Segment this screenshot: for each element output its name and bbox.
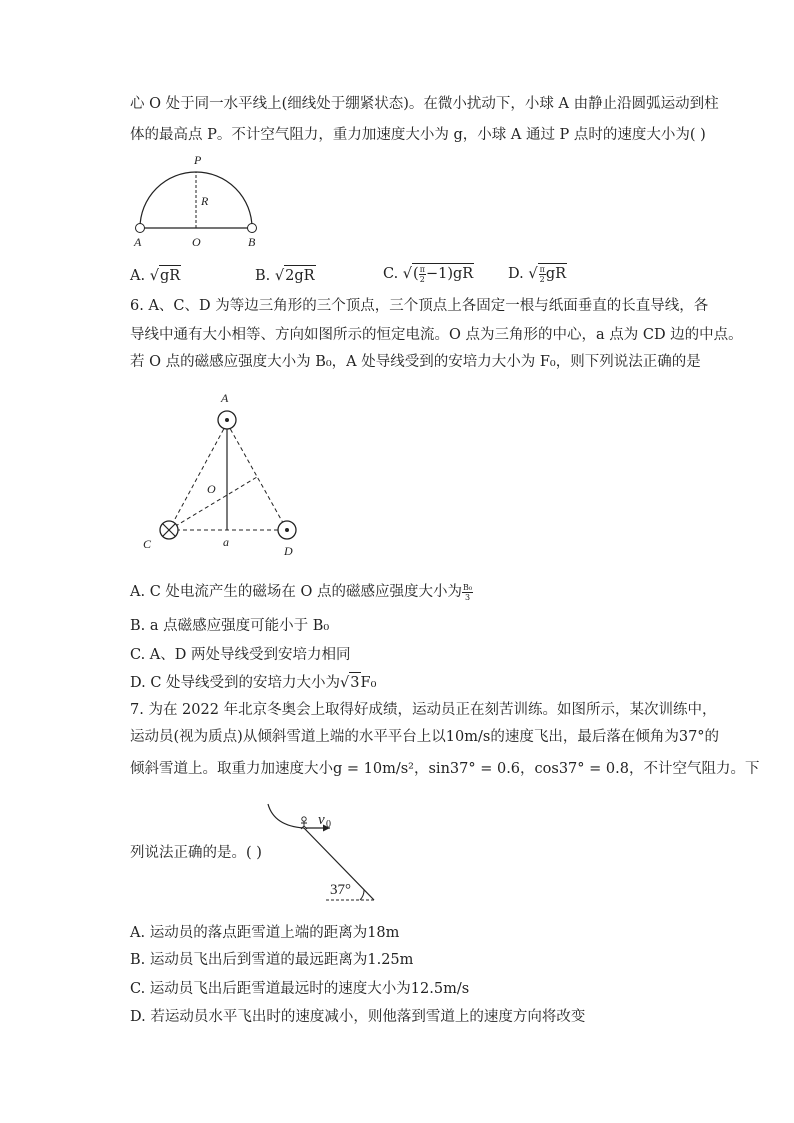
label-o: O bbox=[207, 482, 216, 496]
label-a-mid: a bbox=[223, 535, 229, 549]
label-c: C bbox=[143, 537, 152, 551]
label-d: D bbox=[284, 544, 293, 558]
q5-semicircle-figure bbox=[128, 150, 268, 255]
q7-stem-line-2: 运动员(视为质点)从倾斜雪道上端的水平平台上以10m/s的速度飞出，最后落在倾角为37°的 bbox=[130, 729, 720, 745]
q6-option-b[interactable]: B. a 点磁感应强度可能小于 B₀ bbox=[130, 618, 330, 634]
label-p: P bbox=[194, 153, 202, 167]
label-b: B bbox=[248, 235, 256, 249]
edge-ad bbox=[227, 423, 287, 530]
point-b-marker bbox=[248, 224, 257, 233]
q6-stem-line-2: 导线中通有大小相等、方向如图所示的恒定电流。O 点为三角形的中心，a 点为 CD 边的中点。 bbox=[130, 327, 743, 343]
label-o: O bbox=[192, 235, 201, 249]
q7-option-c[interactable]: C. 运动员飞出后距雪道最远时的速度大小为12.5m/s bbox=[130, 981, 470, 997]
q5-option-b[interactable]: B. √2gR bbox=[255, 265, 316, 286]
ball-a bbox=[136, 224, 145, 233]
q5-stem-line-1: 心 O 处于同一水平线上(细线处于绷紧状态)。在微小扰动下，小球 A 由静止沿圆弧运动到柱 bbox=[130, 96, 719, 112]
label-a: A bbox=[134, 235, 142, 249]
label-a: A bbox=[221, 391, 229, 405]
q7-ski-slope-figure bbox=[260, 800, 390, 905]
q7-option-a[interactable]: A. 运动员的落点距雪道上端的距离为18m bbox=[130, 925, 400, 941]
q6-stem-line-1: 6. A、C、D 为等边三角形的三个顶点，三个顶点上各固定一根与纸面垂直的长直导线，各 bbox=[130, 298, 709, 314]
q7-stem-line-4: 列说法正确的是。( ) bbox=[130, 845, 262, 861]
q7-stem-line-3: 倾斜雪道上。取重力加速度大小g = 10m/s²，sin37° = 0.6，cos37° = 0.8，不计空气阻力。下 bbox=[130, 761, 760, 777]
q5-stem-line-2: 体的最高点 P。不计空气阻力，重力加速度大小为 g，小球 A 通过 P 点时的速度大小为( ) bbox=[130, 127, 706, 143]
wire-d-dot bbox=[285, 528, 289, 532]
label-angle: 37° bbox=[330, 882, 351, 898]
edge-ac bbox=[169, 423, 227, 530]
q6-triangle-figure bbox=[135, 385, 315, 560]
q7-stem-line-1: 7. 为在 2022 年北京冬奥会上取得好成绩，运动员正在刻苦训练。如图所示，某次训练中， bbox=[130, 702, 717, 718]
label-r: R bbox=[201, 194, 209, 208]
skier-head bbox=[302, 817, 306, 821]
q6-stem-line-3: 若 O 点的磁感应强度大小为 B₀，A 处导线受到的安培力大小为 F₀，则下列说法正确的是 bbox=[130, 354, 701, 370]
label-v0-sub: 0 bbox=[326, 819, 331, 830]
q6-option-c[interactable]: C. A、D 两处导线受到安培力相同 bbox=[130, 647, 351, 663]
ramp-curve bbox=[268, 804, 304, 828]
q7-option-d[interactable]: D. 若运动员水平飞出时的速度减小，则他落到雪道上的速度方向将改变 bbox=[130, 1009, 586, 1025]
q6-option-a[interactable]: A. C 处电流产生的磁场在 O 点的磁感应强度大小为 $\frac{\text{B₀}}{3}$ bbox=[130, 582, 473, 602]
q6-option-d[interactable]: D. C 处导线受到的安培力大小为√3F₀ bbox=[130, 672, 376, 693]
label-v0: v bbox=[318, 812, 325, 828]
angle-arc bbox=[360, 890, 364, 900]
q5-option-d[interactable]: D. √ $\frac{\pi}{2}$ gR bbox=[508, 264, 567, 284]
q5-option-a[interactable]: A. √gR bbox=[130, 265, 181, 286]
wire-a-dot bbox=[225, 418, 229, 422]
q5-option-c[interactable]: C. √( $\frac{\pi}{2}$ −1)gR bbox=[383, 264, 474, 284]
q7-option-b[interactable]: B. 运动员飞出后到雪道的最远距离为1.25m bbox=[130, 952, 414, 968]
